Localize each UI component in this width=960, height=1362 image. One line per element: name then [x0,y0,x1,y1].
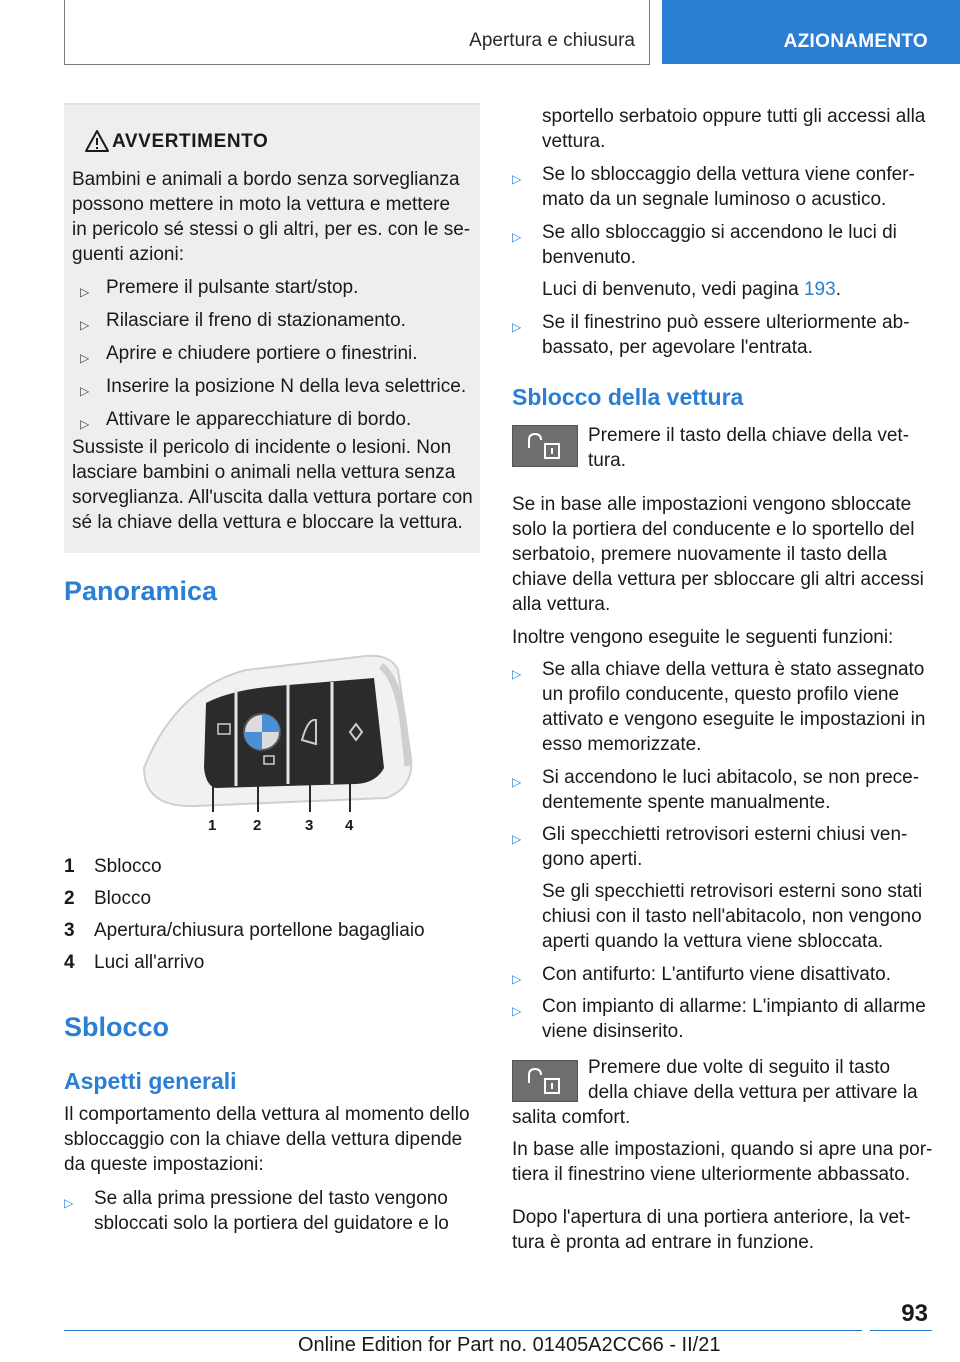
press-instruction: Premere il tasto della chiave della vet- tura. [588,425,910,471]
page-reference: Luci di benvenuto, vedi pagina 193. [542,279,841,300]
functions-intro: Inoltre vengono eseguite le seguenti funzioni: [512,627,894,648]
legend-number: 3 [64,920,75,941]
legend-label: Luci all'arrivo [94,952,205,973]
overview-heading: Panoramica [64,576,218,606]
unlock-paragraph: Il comportamento della vettura al momento dello sbloccaggio con la chiave della vettura dipende da queste impostazioni: [64,1104,470,1175]
page-link[interactable]: 193 [803,279,836,300]
unlock-heading: Sblocco [64,1012,170,1042]
list-item: ▷ Rilasciare il freno di stazionamento. [80,310,406,332]
list-item: ▷ Se alla prima pressione del tasto vengono sbloccati solo la portiera del guidatore e lo [64,1188,449,1234]
list-item: ▷ Aprire e chiudere portiere o finestrini. [80,343,418,365]
chapter-title: Apertura e chiusura [469,30,635,51]
page-number: 93 [901,1300,928,1327]
footer-divider [64,1330,862,1331]
header-section-box [662,0,960,64]
warning-intro: Bambini e animali a bordo senza sorveglianza possono mettere in moto la vettura e mettere in pericolo sé stessi o gli altri, per es. con le se- guenti azioni: [72,169,471,265]
list-item: ▷ Se lo sbloccaggio della vettura viene confer- mato da un segnale luminoso o acustico. [512,164,915,210]
list-item: ▷ Se alla chiave della vettura è stato assegnato un profilo conducente, questo profilo viene attivato e vengono eseguite le impostazioni in esso memorizzate. [512,659,926,755]
list-item: ▷ Se allo sbloccaggio si accendono le luci di benvenuto. [512,222,897,268]
list-item: ▷ Attivare le apparecchiature di bordo. [80,409,412,431]
warning-title: AVVERTIMENTO [112,131,269,152]
footer-divider [870,1330,932,1331]
car-key-illustration [136,648,416,838]
unlock-b1-cont: sportello serbatoio oppure tutti gli accessi alla vettura. [542,106,926,152]
list-item: ▷ Si accendono le luci abitacolo, se non prece- dentemente spente manualmente. [512,767,920,813]
press-twice-end: salita comfort. [512,1107,631,1128]
warning-box [64,103,480,553]
warning-triangle-icon [84,129,110,153]
ready-paragraph: Dopo l'apertura di una portiera anteriore, la vet- tura è pronta ad entrare in funzione. [512,1207,911,1253]
list-item: ▷ Premere il pulsante start/stop. [80,277,359,299]
edition-text: Online Edition for Part no. 01405A2CC66 - II/21 [298,1334,721,1356]
list-item: ▷ Gli specchietti retrovisori esterni chiusi ven- gono aperti. [512,824,908,870]
unlock-key-button-image-2 [512,1060,578,1102]
list-item: ▷ Se il finestrino può essere ulteriormente ab- bassato, per agevolare l'entrata. [512,312,910,358]
comfort-paragraph: In base alle impostazioni, quando si apre una por- tiera il finestrino viene ulteriormente abbassato. [512,1139,933,1185]
legend-number: 1 [64,856,75,877]
legend-label: Blocco [94,888,152,909]
list-item: ▷ Con antifurto: L'antifurto viene disattivato. [512,964,891,986]
warning-outro: Sussiste il pericolo di incidente o lesioni. Non lasciare bambini o animali nella vettura senza sorveglianza. All'uscita dalla vettura portare con sé la chiave della vettura e bloccare la vettura. [72,437,473,533]
list-item: ▷ Con impianto di allarme: L'impianto di allarme viene disinserito. [512,996,926,1042]
callout-label: 3 [305,817,314,834]
legend-number: 4 [64,952,75,973]
callout-label: 1 [208,817,217,834]
vehicle-unlock-heading: Sblocco della vettura [512,384,744,410]
list-item: ▷ Inserire la posizione N della leva selettrice. [80,376,467,398]
press-twice-instruction: Premere due volte di seguito il tasto della chiave della vettura per attivare la [588,1057,918,1103]
header-chapter-box [64,0,650,65]
legend-number: 2 [64,888,75,909]
callout-label: 2 [253,817,262,834]
legend-label: Sblocco [94,856,162,877]
unlock-subheading: Aspetti generali [64,1068,237,1094]
vehicle-unlock-paragraph: Se in base alle impostazioni vengono sbloccate solo la portiera del conducente e lo sportello del serbatoio, premere nuovamente il tasto della chiave della vettura per sbloccare gli altri accessi alla vettura. [512,494,924,615]
mirrors-note: Se gli specchietti retrovisori esterni sono stati chiusi con il tasto nell'abitacolo, non vengono aperti quando la vettura viene sbloccata. [542,881,923,952]
callout-label: 4 [345,817,354,834]
unlock-icon [513,1061,577,1101]
legend-label: Apertura/chiusura portellone bagagliaio [94,920,425,941]
unlock-key-button-image [512,425,578,467]
unlock-icon [513,426,577,466]
section-title: AZIONAMENTO [783,31,928,52]
